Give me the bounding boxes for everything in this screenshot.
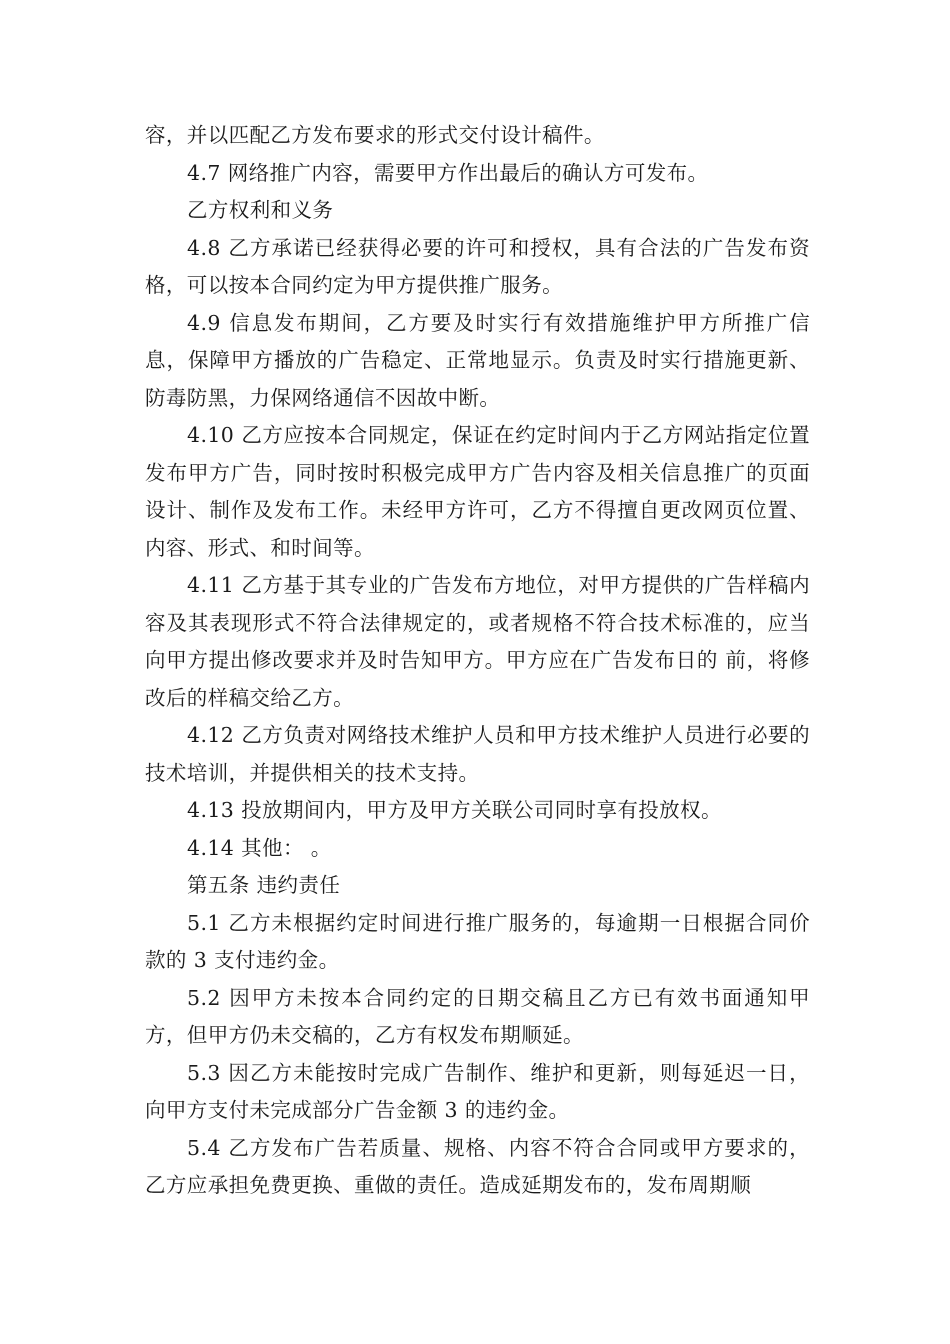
document-body bbox=[145, 117, 810, 1205]
paragraph: 4.12 乙方负责对网络技术维护人员和甲方技术维护人员进行必要的技术培训，并提供相关的技术支持。 bbox=[145, 723, 810, 785]
paragraph: 4.13 投放期间内，甲方及甲方关联公司同时享有投放权。 bbox=[187, 798, 722, 822]
paragraph: 4.9 信息发布期间，乙方要及时实行有效措施维护甲方所推广信息，保障甲方播放的广告稳定、正常地显示。负责及时实行措施更新、防毒防黑，力保网络通信不因故中断。 bbox=[145, 310, 810, 410]
paragraph: 5.4 乙方发布广告若质量、规格、内容不符合合同或甲方要求的，乙方应承担免费更换、重做的责任。造成延期发布的，发布周期顺 bbox=[145, 1135, 810, 1197]
section-heading: 乙方权利和义务 bbox=[187, 198, 334, 222]
paragraph: 4.14 其他： 。 bbox=[187, 835, 332, 860]
paragraph: 5.1 乙方未根据约定时间进行推广服务的，每逾期一日根据合同价款的 3 支付违约金。 bbox=[145, 910, 810, 972]
paragraph: 4.10 乙方应按本合同规定，保证在约定时间内于乙方网站指定位置发布甲方广告，同时按时积极完成甲方广告内容及相关信息推广的页面设计、制作及发布工作。未经甲方许可，乙方不得擅自更改网页位置、内容、形式、和时间等。 bbox=[145, 423, 810, 560]
paragraph: 5.3 因乙方未能按时完成广告制作、维护和更新，则每延迟一日，向甲方支付未完成部分广告金额 3 的违约金。 bbox=[145, 1060, 810, 1122]
paragraph: 4.11 乙方基于其专业的广告发布方地位，对甲方提供的广告样稿内容及其表现形式不符合法律规定的，或者规格不符合技术标准的，应当向甲方提出修改要求并及时告知甲方。甲方应在广告发布日的 前，将修改后的样稿交给乙方。 bbox=[145, 573, 810, 710]
paragraph: 容，并以匹配乙方发布要求的形式交付设计稿件。 bbox=[145, 123, 605, 147]
paragraph: 4.7 网络推广内容，需要甲方作出最后的确认方可发布。 bbox=[187, 160, 709, 185]
paragraph: 4.8 乙方承诺已经获得必要的许可和授权，具有合法的广告发布资格，可以按本合同约定为甲方提供推广服务。 bbox=[145, 235, 810, 297]
section-heading: 第五条 违约责任 bbox=[187, 873, 341, 897]
paragraph: 5.2 因甲方未按本合同约定的日期交稿且乙方已有效书面通知甲方，但甲方仍未交稿的，乙方有权发布期顺延。 bbox=[145, 985, 810, 1047]
